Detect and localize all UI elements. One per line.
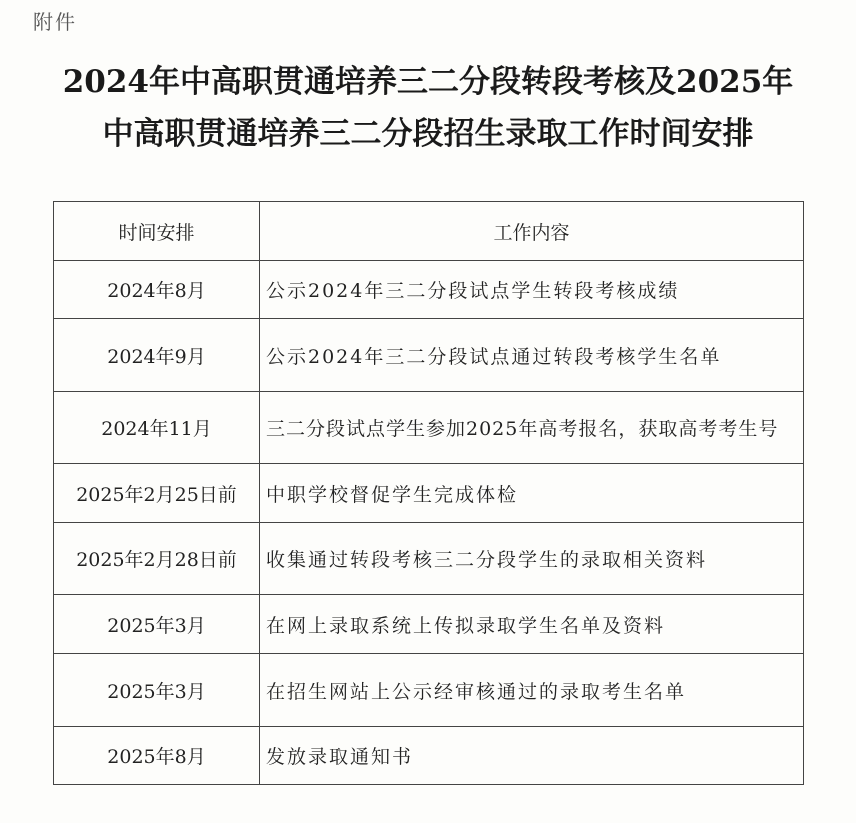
column-header-time: 时间安排 (54, 202, 260, 261)
title-line-1: 2024年中高职贯通培养三二分段转段考核及2025年 (62, 64, 794, 100)
row-time: 2024年9月 (54, 319, 260, 392)
row-time: 2025年2月28日前 (54, 523, 260, 595)
row-work: 收集通过转段考核三二分段学生的录取相关资料 (260, 523, 804, 595)
row-time: 2024年8月 (54, 261, 260, 319)
row-work: 公示2024年三二分段试点通过转段考核学生名单 (260, 319, 804, 392)
table-row (54, 595, 804, 654)
attachment-label: 附件 (33, 10, 77, 34)
row-work: 在招生网站上公示经审核通过的录取考生名单 (260, 654, 804, 727)
schedule-table (53, 201, 804, 785)
row-time: 2024年11月 (54, 392, 260, 464)
table-row (54, 654, 804, 727)
row-work: 发放录取通知书 (260, 727, 804, 785)
row-work: 公示2024年三二分段试点学生转段考核成绩 (260, 261, 804, 319)
row-time: 2025年8月 (54, 727, 260, 785)
row-time: 2025年3月 (54, 654, 260, 727)
document-title (0, 56, 856, 160)
row-work: 在网上录取系统上传拟录取学生名单及资料 (260, 595, 804, 654)
title-line-2: 中高职贯通培养三二分段招生录取工作时间安排 (102, 116, 754, 152)
row-time: 2025年3月 (54, 595, 260, 654)
column-header-work: 工作内容 (260, 202, 804, 261)
table-row (54, 319, 804, 392)
row-time: 2025年2月25日前 (54, 464, 260, 523)
table-row (54, 464, 804, 523)
row-work: 中职学校督促学生完成体检 (260, 464, 804, 523)
table-row (54, 261, 804, 319)
table-row (54, 392, 804, 464)
row-work: 三二分段试点学生参加2025年高考报名，获取高考考生号 (260, 392, 804, 464)
table-header-row (54, 202, 804, 261)
table-row (54, 727, 804, 785)
table-row (54, 523, 804, 595)
